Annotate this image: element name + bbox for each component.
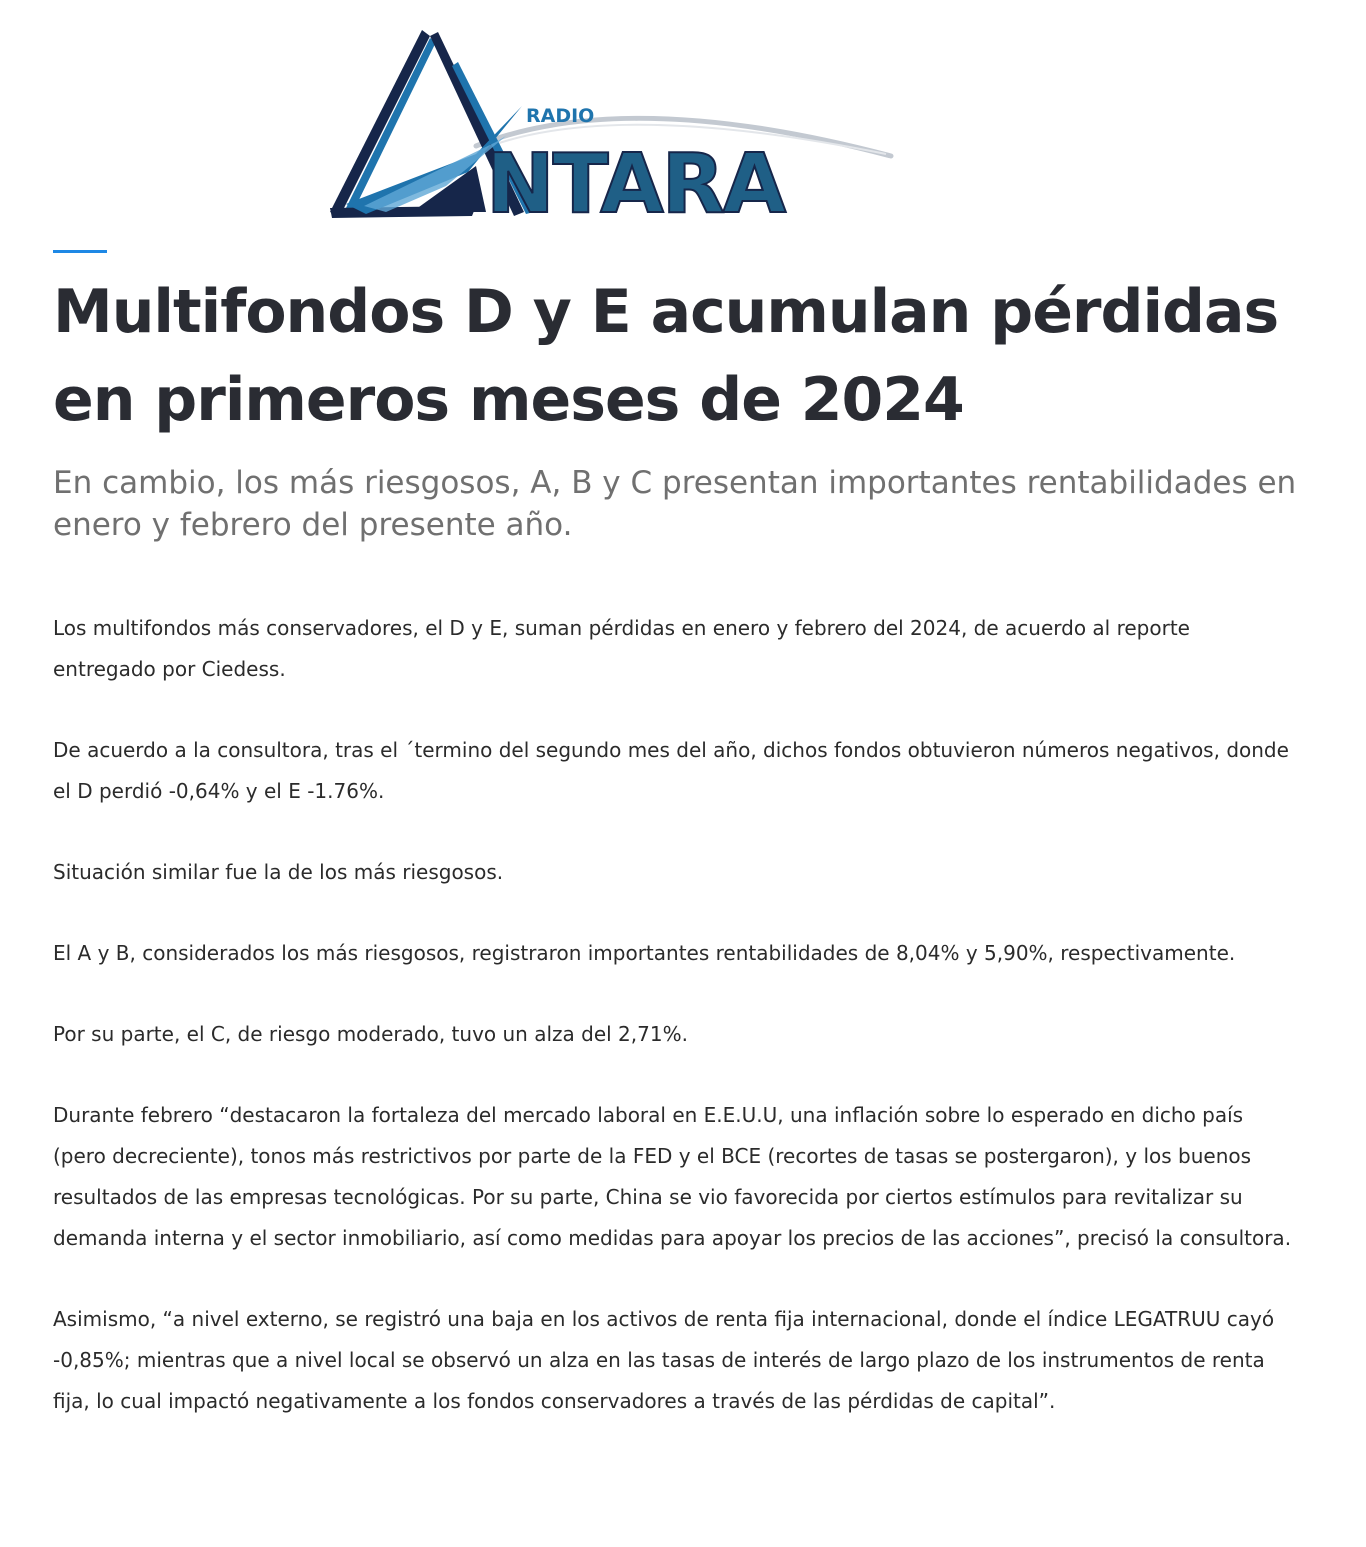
article-subtitle: En cambio, los más riesgosos, A, B y C presentan importantes rentabilidades en enero y febrero del presente año. (53, 465, 1297, 543)
article-paragraph: Asimismo, “a nivel externo, se registró una baja en los activos de renta fija internacional, donde el índice LEGATRUU cayó -0,85%; mientras que a nivel local se observó un alza en las tasas de interés de largo plazo de los instrumentos de renta fija, lo cual impactó negativamente a los fondos conservadores a través de las pérdidas de capital”. (53, 1307, 1275, 1413)
radio-antara-logo[interactable] (326, 26, 896, 226)
title-accent-bar (53, 250, 107, 253)
logo-graphic (326, 26, 896, 226)
article-paragraph: Durante febrero “destacaron la fortaleza del mercado laboral en E.E.U.U, una inflación sobre lo esperado en dicho país (pero decreciente), tonos más restrictivos por parte de la FED y el BCE (recortes de tasas se postergaron), y los buenos resultados de las empresas tecnológicas. Por su parte, China se vio favorecida por ciertos estímulos para revitalizar su demanda interna y el sector inmobiliario, así como medidas para apoyar los precios de las acciones”, precisó la consultora. (53, 1103, 1292, 1250)
article-body (53, 608, 1298, 1462)
article-title: Multifondos D y E acumulan pérdidas en primeros meses de 2024 (53, 277, 1279, 435)
article-paragraph: Los multifondos más conservadores, el D y E, suman pérdidas en enero y febrero del 2024, de acuerdo al reporte entregado por Ciedess. (53, 616, 1190, 681)
logo-ntara-text: NTARA (486, 137, 785, 226)
article-paragraph: De acuerdo a la consultora, tras el ´termino del segundo mes del año, dichos fondos obtuvieron números negativos, donde el D perdió -0,64% y el E -1.76%. (53, 738, 1289, 803)
logo-radio-text: RADIO (526, 105, 595, 127)
article-paragraph: El A y B, considerados los más riesgosos, registraron importantes rentabilidades de 8,04% y 5,90%, respectivamente. (53, 941, 1236, 965)
article-paragraph: Por su parte, el C, de riesgo moderado, tuvo un alza del 2,71%. (53, 1022, 688, 1046)
article-paragraph: Situación similar fue la de los más riesgosos. (53, 860, 504, 884)
